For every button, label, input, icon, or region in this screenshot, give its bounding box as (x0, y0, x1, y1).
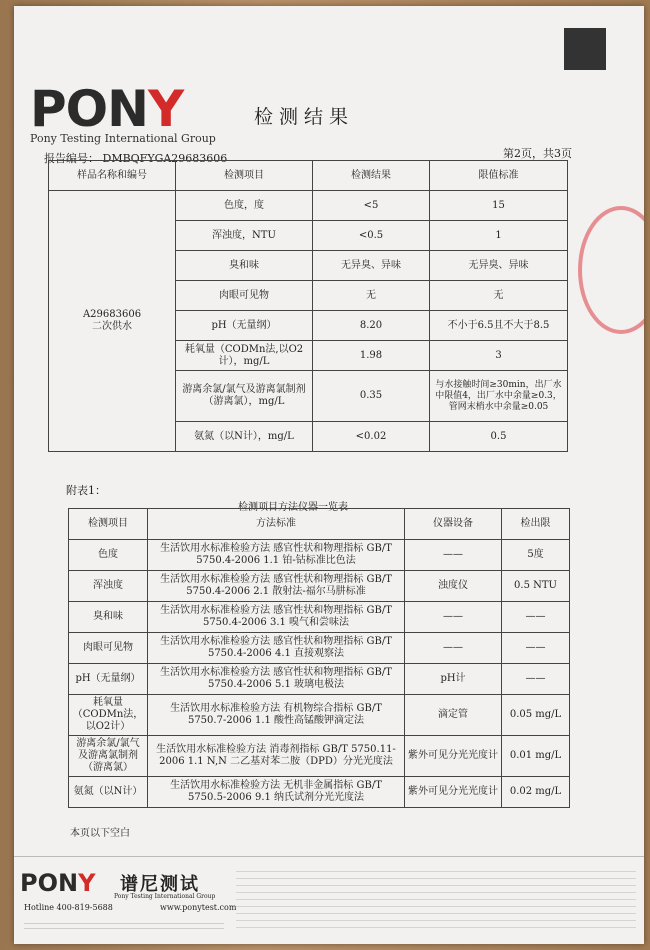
sample-id: A29683606 二次供水 (49, 191, 176, 452)
table-row: 肉眼可见物 无 无 (49, 281, 568, 311)
page-indicator: 第2页，共3页 (503, 147, 572, 160)
attachment-label: 附表1： (66, 484, 106, 497)
footer-website: www.ponytest.com (160, 903, 237, 912)
page-title: 检测结果 (254, 106, 355, 128)
table-row: 氨氮（以N计） 生活饮用水标准检验方法 无机非金属指标 GB/T 5750.5-2006 9.1 纳氏试剂分光光度法 紫外可见分光光度计 0.02 mg/L (69, 777, 570, 808)
header-sample: 样品名称和编号 (49, 161, 176, 191)
table-row: 肉眼可见物 生活饮用水标准检验方法 感官性状和物理指标 GB/T 5750.4-2006 4.1 直接观察法 —— —— (69, 633, 570, 664)
blank-note: 本页以下空白 (70, 828, 130, 839)
table-row: pH（无量纲） 生活饮用水标准检验方法 感官性状和物理指标 GB/T 5750.4-2006 5.1 玻璃电极法 pH计 —— (69, 664, 570, 695)
footer-subtitle: Pony Testing International Group (114, 893, 216, 900)
table-row: 臭和味 无异臭、异味 无异臭、异味 (49, 251, 568, 281)
pony-logo: PONY (30, 80, 184, 138)
report-page (14, 6, 644, 944)
table-row: pH（无量纲） 8.20 不小于6.5且不大于8.5 (49, 311, 568, 341)
header-limit: 限值标准 (430, 161, 568, 191)
footer-company-name: 谱尼测试 (120, 874, 200, 895)
methods-table: 检测项目 方法标准 仪器设备 检出限 色度 生活饮用水标准检验方法 感官性状和物理指标 GB/T 5750.4-2006 1.1 铂-钴标准比色法 —— 5度 浑浊度 生活饮用水标准检验方法 感官性状和物理指标 GB/T 5750.4-2006 2.1 散射法-福尔马肼标准 浊度仪 0.5 NTU 臭和味 生活饮用水标准检验方法 感官性状和物理指标 GB/T 5750.4-2006 3.1 嗅气和尝味法 —— —— 肉眼可见物 生活饮用水标准检验方法 感官性状和物理指标 GB/T 5750.4-2006 4.1 直接观察法 —— —— pH（无量纲） 生活饮用水标准检验方法 感官性状和物理指标 GB/T 5750.4-2006 5.1 玻璃电极法 pH计 —— 耗氧量（CODMn法，以O2计） 生活饮用水标准检验方法 有机物综合指标 GB/T 5750.7-2006 1.1 酸性高锰酸钾滴定法 滴定管 0.05 mg/L 游离余氯/氯气及游离氯制剂（游离氯） 生活饮用水标准检验方法 消毒剂指标 GB/T 5750.11-2006 1.1 N,N 二乙基对苯二胺（DPD）分光光度法 紫外可见分光光度计 0.01 mg/L 氨氮（以N计） 生活饮用水标准检验方法 无机非金属指标 GB/T 5750.5-2006 9.1 纳氏试剂分光光度法 紫外可见分光光度计 0.02 mg/L (68, 508, 570, 808)
footer-address (24, 919, 224, 933)
table-row: 色度 生活饮用水标准检验方法 感官性状和物理指标 GB/T 5750.4-2006 1.1 铂-钴标准比色法 —— 5度 (69, 540, 570, 571)
attachment-title: 检测项目方法仪器一览表 (238, 502, 348, 513)
table-row: 浑浊度，NTU <0.5 1 (49, 221, 568, 251)
header-result: 检测结果 (313, 161, 430, 191)
table-row: 耗氧量（CODMn法，以O2计） 生活饮用水标准检验方法 有机物综合指标 GB/T 5750.7-2006 1.1 酸性高锰酸钾滴定法 滴定管 0.05 mg/L (69, 695, 570, 736)
table-row: 臭和味 生活饮用水标准检验方法 感官性状和物理指标 GB/T 5750.4-2006 3.1 嗅气和尝味法 —— —— (69, 602, 570, 633)
table-row: 浑浊度 生活饮用水标准检验方法 感官性状和物理指标 GB/T 5750.4-2006 2.1 散射法-福尔马肼标准 浊度仪 0.5 NTU (69, 571, 570, 602)
footer-hotline: Hotline 400-819-5688 (24, 903, 113, 912)
page-footer (14, 856, 644, 944)
table-row: 耗氧量（CODMn法,以O2计），mg/L 1.98 3 (49, 341, 568, 371)
header-item: 检测项目 (176, 161, 313, 191)
table-row: 氨氮（以N计），mg/L <0.02 0.5 (49, 422, 568, 452)
table-row: A29683606 二次供水 色度，度 <5 15 (49, 191, 568, 221)
results-table (48, 160, 568, 452)
qr-code-icon (564, 28, 606, 70)
red-seal-stamp (578, 206, 644, 334)
report-number: 报告编号： DMBQFYGA29683606 (44, 152, 228, 165)
table-row: 游离余氯/氯气及游离氯制剂（游离氯） 生活饮用水标准检验方法 消毒剂指标 GB/T 5750.11-2006 1.1 N,N 二乙基对苯二胺（DPD）分光光度法 紫外可见分光光度计 0.01 mg/L (69, 736, 570, 777)
footer-contact-grid (236, 865, 636, 931)
logo-subtitle: Pony Testing International Group (30, 132, 216, 145)
footer-logo: PONY (20, 869, 96, 897)
table-row: 游离余氯/氯气及游离氯制剂（游离氯），mg/L 0.35 与水接触时间≥30min，出厂水中限值4，出厂水中余量≥0.3，管网末梢水中余量≥0.05 (49, 371, 568, 422)
